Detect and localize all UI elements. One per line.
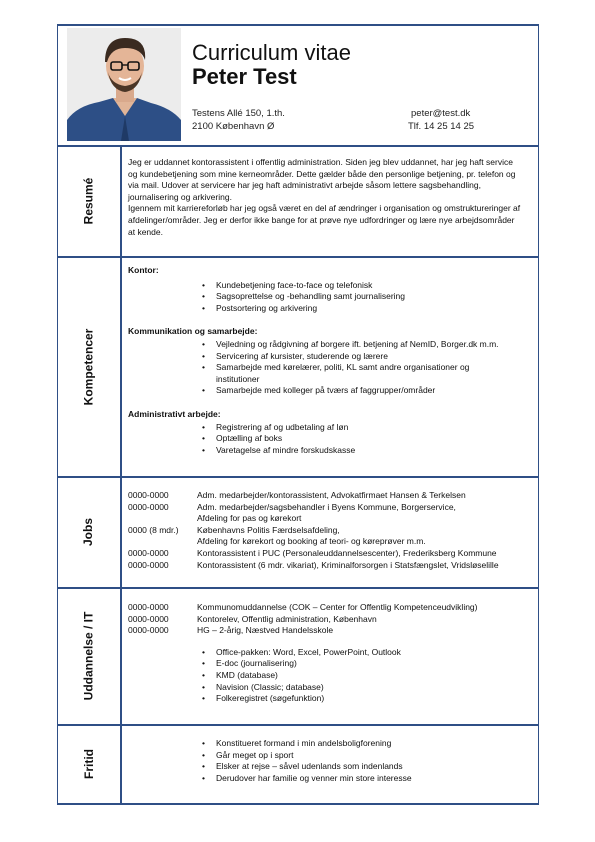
job-date: 0000-0000: [128, 501, 169, 512]
section-label-fritid: Fritid: [81, 749, 96, 779]
education-row: [128, 625, 533, 637]
kompetencer-content: [128, 265, 528, 456]
list-item: • Varetagelse af mindre forskudskasse: [196, 445, 516, 457]
section-label-jobs: Jobs: [81, 517, 96, 547]
job-row: [128, 490, 533, 502]
list-item: • Kundebetjening face-to-face og telefonisk: [196, 280, 516, 292]
job-date: 0000 (8 mdr.): [128, 524, 179, 535]
section-label-kompetencer: Kompetencer: [81, 328, 96, 405]
list-item: • Servicering af kursister, studerende og lærere: [196, 351, 516, 363]
resume-content: [128, 157, 523, 238]
divider: [57, 587, 539, 589]
section-label-uddannelse: Uddannelse / IT: [81, 611, 96, 701]
job-title: Adm. medarbejder/sagsbehandler i Byens Kommune, Borgerservice,: [197, 501, 456, 512]
job-row: [128, 560, 533, 572]
person-name: Peter Test: [192, 64, 297, 89]
job-title: Kontorassistent i PUC (Personaleuddannelsescenter), Frederiksberg Kommune: [197, 547, 497, 558]
it-skill: • Office-pakken: Word, Excel, PowerPoint, Outlook: [196, 647, 516, 659]
divider: [57, 724, 539, 726]
group-title: Kommunikation og samarbejde:: [128, 326, 258, 337]
divider: [57, 145, 539, 147]
it-skill: • E-doc (journalisering): [196, 658, 516, 670]
education-date: 0000-0000: [128, 613, 169, 624]
document-title: Curriculum vitae: [192, 40, 351, 65]
address-line1: Testens Allé 150, 1.th.: [192, 108, 285, 119]
education-title: Kontorelev, Offentlig administration, København: [197, 613, 377, 624]
list-item: • Samarbejde med kolleger på tværs af faggrupper/områder: [196, 385, 516, 397]
list-item: • Postsortering og arkivering: [196, 303, 516, 315]
job-title: Kontorassistent (6 mdr. vikariat), Kriminalforsorgen i Statsfængslet, Vridsløselille: [197, 559, 499, 570]
divider: [57, 256, 539, 258]
email: peter@test.dk: [411, 108, 471, 119]
resume-paragraph: Jeg er uddannet kontorassistent i offentlig administration. Siden jeg blev uddannet, har jeg haft service og kundebetjening som mine kerneområder. Dette gælder både den personlige betjening, pr. telefon og via mail. Udover at servicere har jeg haft administrativt arbejde såsom lettere sagsbehandling, journalisering og arkivering.: [128, 157, 516, 202]
it-skill: • Navision (Classic; database): [196, 682, 516, 694]
job-date: 0000-0000: [128, 490, 169, 500]
education-row: [128, 614, 533, 626]
list-item: • Sagsoprettelse og -behandling samt journalisering: [196, 291, 516, 303]
hobby-item: • Derudover har familie og venner min store interesse: [196, 773, 516, 785]
jobs-content: [128, 490, 533, 571]
job-title: Adm. medarbejder/kontorassistent, Advokatfirmaet Hansen & Terkelsen: [197, 490, 466, 500]
education-title: Kommunomuddannelse (COK – Center for Offentlig Kompetenceudvikling): [197, 602, 478, 612]
list-item: • Samarbejde med kørelærer, politi, KL samt andre organisationer og institutioner: [196, 362, 486, 385]
job-row: [128, 502, 533, 525]
education-title: HG – 2-årig, Næstved Handelsskole: [197, 625, 334, 636]
divider: [57, 476, 539, 478]
group-title: Administrativt arbejde:: [128, 408, 221, 419]
job-title: Københavns Politis Færdselsafdeling,: [197, 524, 340, 535]
list-item: • Registrering af og udbetaling af løn: [196, 422, 516, 434]
job-date: 0000-0000: [128, 547, 169, 558]
education-date: 0000-0000: [128, 602, 169, 612]
hobby-item: • Går meget op i sport: [196, 750, 516, 762]
uddannelse-content: [128, 602, 533, 705]
job-date: 0000-0000: [128, 559, 169, 570]
hobby-item: • Elsker at rejse – såvel udenlands som indenlands: [196, 761, 516, 773]
fritid-content: [128, 738, 528, 784]
divider: [57, 803, 539, 805]
job-row: [128, 525, 533, 548]
section-label-resume: Resumé: [81, 177, 96, 225]
group-title: Kontor:: [128, 265, 159, 275]
resume-paragraph: Igennem mit karriereforløb har jeg også været en del af ændringer i organisation og omstruktureringer af afdelinger/områder. Jeg er derfor ikke bange for at prøve nye udfordringer og lære nye arbejdsområder at kende.: [128, 203, 521, 237]
job-row: [128, 548, 533, 560]
divider: [57, 24, 539, 26]
list-item: • Optælling af boks: [196, 433, 516, 445]
education-row: [128, 602, 533, 614]
education-date: 0000-0000: [128, 625, 169, 636]
it-skill: • KMD (database): [196, 670, 516, 682]
list-item: • Vejledning og rådgivning af borgere ift. betjening af NemID, Borger.dk m.m.: [196, 339, 516, 351]
column-divider: [120, 145, 122, 804]
hobby-item: • Konstitueret formand i min andelsboligforening: [196, 738, 516, 750]
address-line2: 2100 København Ø: [192, 121, 275, 132]
profile-photo: [67, 28, 181, 141]
job-detail: Afdeling for kørekort og booking af teori- og køreprøver m.m.: [197, 536, 426, 547]
it-skill: • Folkeregistret (søgefunktion): [196, 693, 516, 705]
job-detail: Afdeling for pas og kørekort: [197, 513, 302, 524]
phone: Tlf. 14 25 14 25: [408, 121, 475, 132]
